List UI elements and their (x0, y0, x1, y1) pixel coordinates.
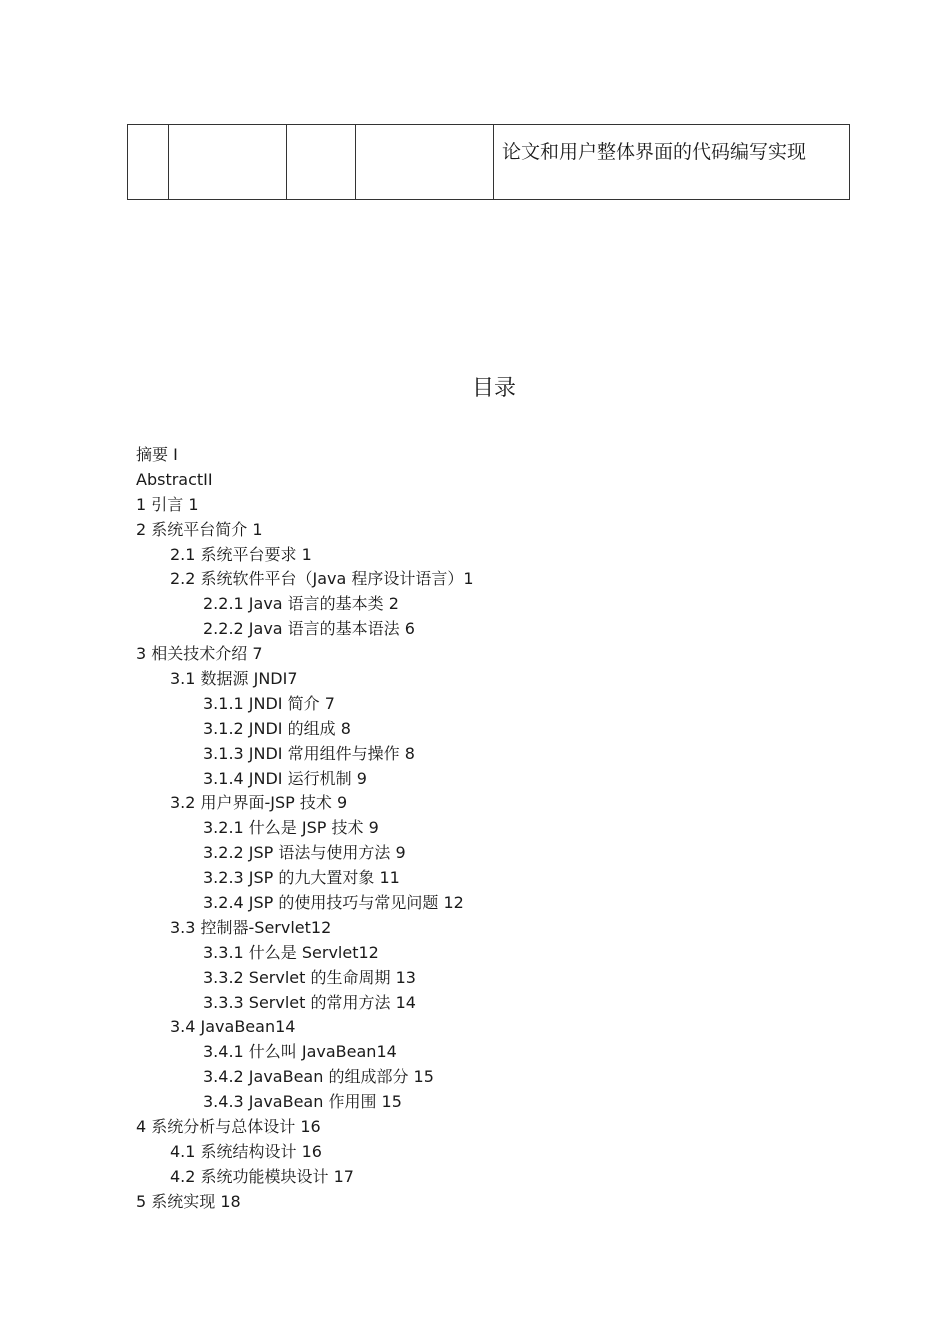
toc-entry[interactable]: 3.1.4 JNDI 运行机制 9 (203, 768, 367, 788)
toc-entry[interactable]: 4 系统分析与总体设计 16 (136, 1117, 321, 1137)
toc-entry[interactable]: 4.2 系统功能模块设计 17 (170, 1166, 354, 1186)
toc-entry[interactable]: 3.2.1 什么是 JSP 技术 9 (203, 818, 379, 838)
toc-entry[interactable]: 2.2 系统软件平台（Java 程序设计语言）1 (170, 569, 474, 589)
toc-entry[interactable]: 3.3.2 Servlet 的生命周期 13 (203, 967, 416, 987)
table-of-contents (136, 443, 474, 1215)
toc-title: 目录 (471, 376, 516, 401)
toc-entry[interactable]: AbstractII (136, 469, 213, 489)
toc-entry[interactable]: 摘要 I (136, 445, 178, 464)
toc-entry[interactable]: 2 系统平台简介 1 (136, 519, 263, 539)
toc-entry[interactable]: 3.2 用户界面-JSP 技术 9 (170, 793, 348, 813)
task-table (127, 124, 850, 200)
toc-entry[interactable]: 3.3.1 什么是 Servlet12 (203, 942, 379, 962)
toc-entry[interactable]: 5 系统实现 18 (136, 1191, 241, 1211)
toc-entry[interactable]: 3 相关技术介绍 7 (136, 644, 263, 664)
toc-entry[interactable]: 3.3.3 Servlet 的常用方法 14 (203, 992, 416, 1012)
toc-entry[interactable]: 2.1 系统平台要求 1 (170, 544, 312, 564)
toc-entry[interactable]: 1 引言 1 (136, 494, 199, 514)
table-cell-empty (287, 125, 356, 200)
table-cell-task: 论文和用户整体界面的代码编写实现 (494, 125, 850, 200)
toc-entry[interactable]: 3.2.4 JSP 的使用技巧与常见问题 12 (203, 893, 464, 913)
table-row (128, 125, 850, 200)
toc-entry[interactable]: 3.4.2 JavaBean 的组成部分 15 (203, 1067, 434, 1087)
table-cell-empty (128, 125, 169, 200)
toc-entry[interactable]: 4.1 系统结构设计 16 (170, 1141, 322, 1161)
toc-entry[interactable]: 3.1 数据源 JNDI7 (170, 669, 298, 689)
toc-entry[interactable]: 3.4 JavaBean14 (170, 1017, 296, 1037)
toc-entry[interactable]: 2.2.2 Java 语言的基本语法 6 (203, 619, 415, 639)
toc-entry[interactable]: 3.1.1 JNDI 简介 7 (203, 693, 335, 713)
toc-entry[interactable]: 3.1.3 JNDI 常用组件与操作 8 (203, 743, 415, 763)
toc-entry[interactable]: 3.1.2 JNDI 的组成 8 (203, 718, 351, 738)
table-cell-empty (169, 125, 287, 200)
toc-entry[interactable]: 3.4.1 什么叫 JavaBean14 (203, 1042, 397, 1062)
toc-entry[interactable]: 3.4.3 JavaBean 作用围 15 (203, 1092, 402, 1112)
table-cell-empty (356, 125, 494, 200)
toc-entry[interactable]: 3.2.3 JSP 的九大置对象 11 (203, 868, 400, 888)
toc-entry[interactable]: 2.2.1 Java 语言的基本类 2 (203, 594, 399, 614)
toc-entry[interactable]: 3.3 控制器-Servlet12 (170, 917, 332, 937)
toc-entry[interactable]: 3.2.2 JSP 语法与使用方法 9 (203, 843, 406, 863)
